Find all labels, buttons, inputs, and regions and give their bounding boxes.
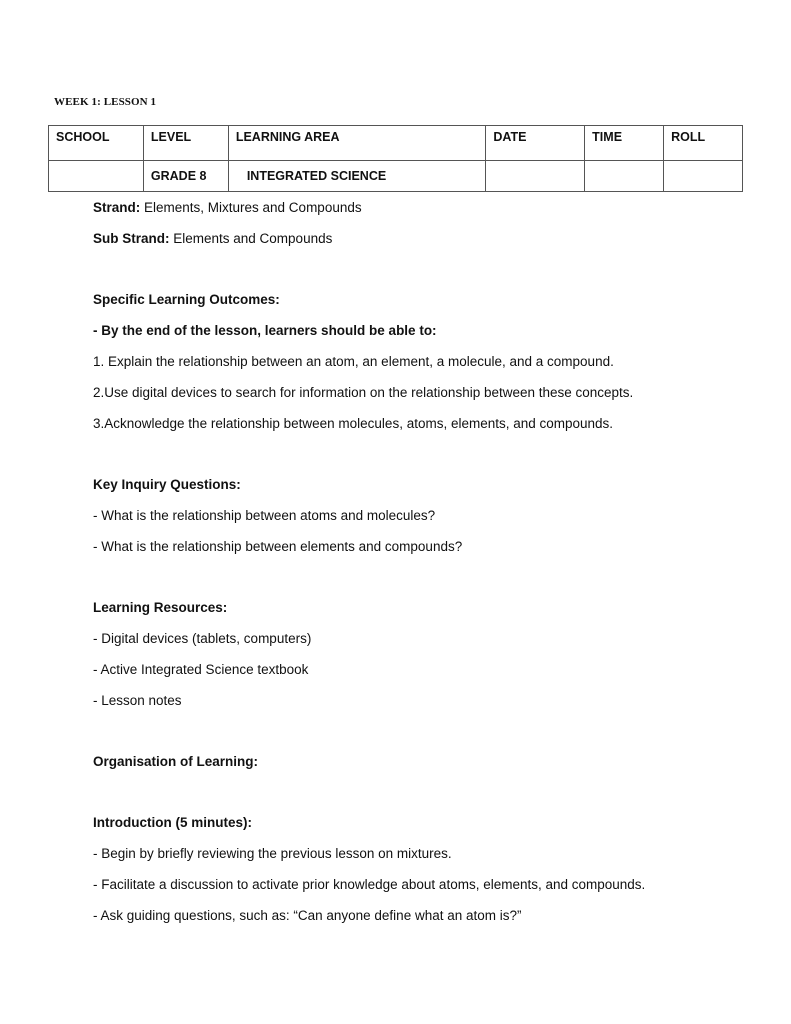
introduction-item: - Facilitate a discussion to activate prior knowledge about atoms, elements, and compounds. xyxy=(93,877,646,892)
table-header-row xyxy=(49,126,743,161)
organisation-heading xyxy=(93,752,733,772)
outcome-item: 3.Acknowledge the relationship between molecules, atoms, elements, and compounds. xyxy=(93,416,614,431)
header-date: DATE xyxy=(486,126,585,161)
outcome-item: 1. Explain the relationship between an atom, an element, a molecule, and a compound. xyxy=(93,354,614,369)
resource-item: - Lesson notes xyxy=(93,693,182,708)
value-roll xyxy=(664,161,743,192)
outcomes-intro-text: - By the end of the lesson, learners should be able to: xyxy=(93,323,437,338)
value-level: GRADE 8 xyxy=(143,161,228,192)
organisation-heading-text: Organisation of Learning: xyxy=(93,754,259,769)
sub-strand-value: Elements and Compounds xyxy=(169,231,333,246)
sub-strand-line xyxy=(93,229,733,249)
resources-heading xyxy=(93,598,733,618)
strand-value: Elements, Mixtures and Compounds xyxy=(140,200,362,215)
introduction-item: - Begin by briefly reviewing the previous lesson on mixtures. xyxy=(93,846,452,861)
introduction-heading xyxy=(93,813,733,833)
inquiry-item: - What is the relationship between atoms and molecules? xyxy=(93,508,436,523)
header-learning-area: LEARNING AREA xyxy=(228,126,486,161)
resource-item: - Digital devices (tablets, computers) xyxy=(93,631,312,646)
header-roll: ROLL xyxy=(664,126,743,161)
introduction-item: - Ask guiding questions, such as: “Can anyone define what an atom is?” xyxy=(93,908,522,923)
inquiry-heading-text: Key Inquiry Questions: xyxy=(93,477,241,492)
strand-line xyxy=(93,198,733,218)
sub-strand-label: Sub Strand: xyxy=(93,231,170,246)
resources-heading-text: Learning Resources: xyxy=(93,600,228,615)
inquiry-heading xyxy=(93,475,733,495)
header-time: TIME xyxy=(585,126,664,161)
resource-item: - Active Integrated Science textbook xyxy=(93,662,309,677)
outcomes-heading xyxy=(93,290,733,310)
value-school xyxy=(49,161,144,192)
table-values-row xyxy=(49,161,743,192)
outcome-item: 2.Use digital devices to search for information on the relationship between these concepts. xyxy=(93,385,634,400)
inquiry-item: - What is the relationship between elements and compounds? xyxy=(93,539,463,554)
header-level: LEVEL xyxy=(143,126,228,161)
outcomes-heading-text: Specific Learning Outcomes: xyxy=(93,292,280,307)
introduction-heading-text: Introduction (5 minutes): xyxy=(93,815,252,830)
value-learning-area: INTEGRATED SCIENCE xyxy=(228,161,486,192)
header-school: SCHOOL xyxy=(49,126,144,161)
value-date xyxy=(486,161,585,192)
value-time xyxy=(585,161,664,192)
week-lesson-title: WEEK 1: LESSON 1 xyxy=(54,96,157,108)
lesson-info-table xyxy=(48,125,743,192)
lesson-content xyxy=(93,198,733,937)
strand-label: Strand: xyxy=(93,200,141,215)
outcomes-intro xyxy=(93,321,733,341)
